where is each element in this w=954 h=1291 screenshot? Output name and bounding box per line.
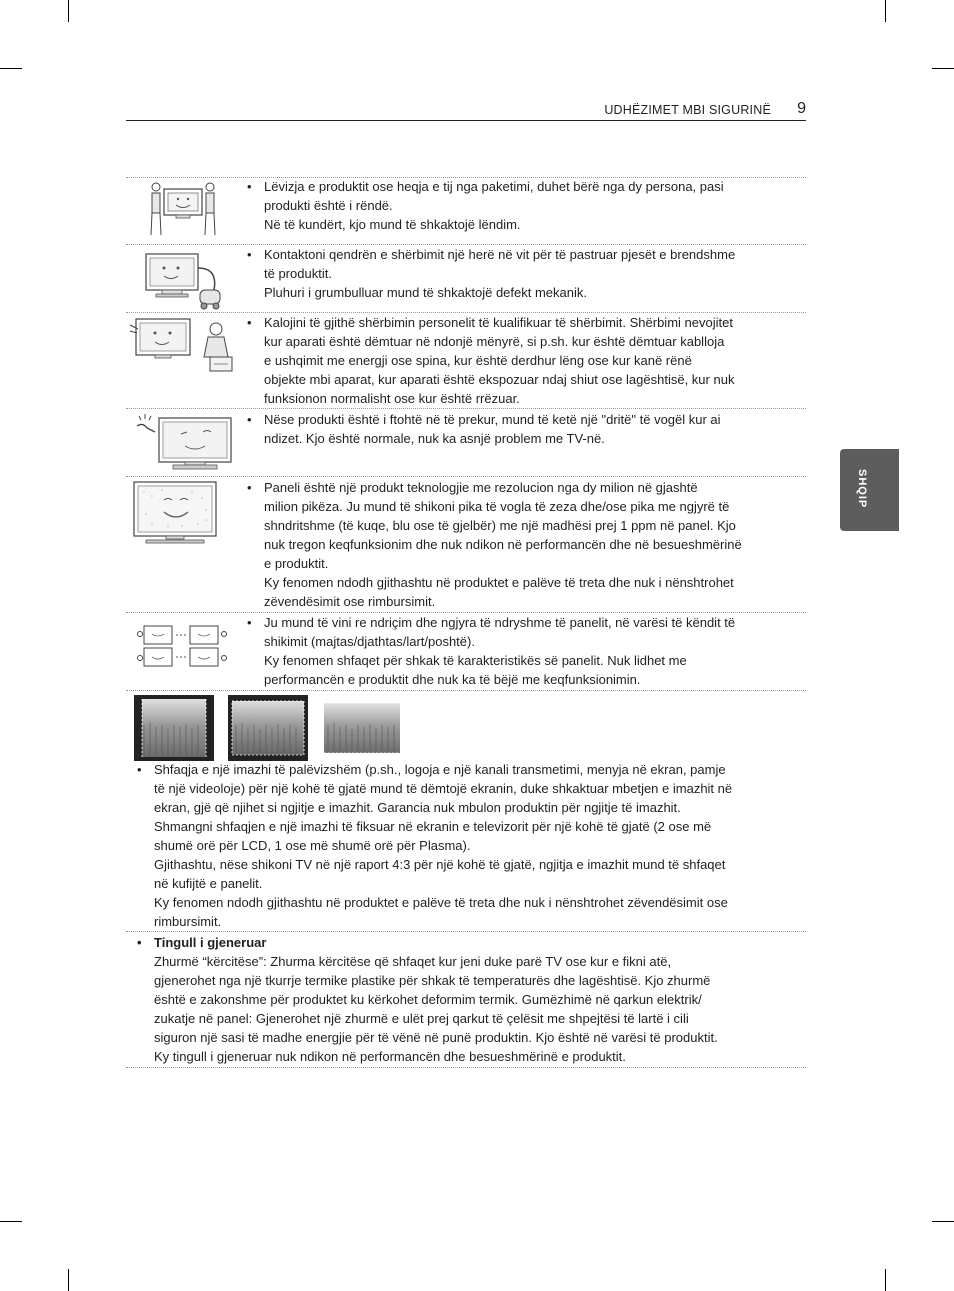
section-title: UDHËZIMET MBI SIGURINË	[604, 103, 771, 117]
row-divider	[126, 476, 806, 477]
text-line: Paneli është një produkt teknologjie me rezolucion nga dy milion në gjashtë	[264, 480, 698, 495]
text-line: Ky fenomen ndodh gjithashtu në produktet e palëve të treta dhe nuk i nënshtrohet	[264, 575, 734, 590]
tv-pixel-dots-icon	[132, 480, 218, 546]
text-line: Shmangni shfaqjen e një imazhi të fiksuar në ekranin e televizorit për një kohë të gjatë (2 ose më	[154, 819, 712, 834]
tv-viewing-angles-icon	[136, 620, 228, 672]
row-divider	[126, 690, 806, 691]
tv-service-technician-icon	[128, 315, 240, 377]
text-line: Pluhuri i grumbulluar mund të shkaktojë defekt mekanik.	[264, 285, 587, 300]
language-tab-label: SHQIP	[856, 469, 868, 509]
text-line: ekran, gjë që njihet si ngjitje e imazhit. Garancia nuk mbulon produktin për ngjitje të imazhit.	[154, 800, 681, 815]
generated-sound-note: • Tingull i gjeneruar Zhurmë “kërcitëse”: Zhurma kërcitëse që shfaqet kur jeni duke parë TV ose kur e fikni atë, gjenerohet nga një tkurrje termike plastike për shkak të temperaturës dhe lagështisë. Kjo zhurmë është e zakonshme për produktet ku kërkohet deformim termik. Gumëzhimë në qarkun elektrik/ zukatje në panel: Gjenerohet një zhurmë e ulët prej qarkut të çelësit me shpejtësi të lartë i cili siguron një sasi të madhe energjie për të vënë në punë produktin. Kjo është në varësi të produktit. Ky tingull i gjeneruar nuk ndikon në performancën dhe besueshmërinë e produktit.	[137, 933, 797, 1066]
text-line: të një videoloje) për një kohë të gjatë mund të dëmtojë ekranin, duke shkaktuar mbetjen e imazhit në	[154, 781, 733, 796]
safety-item-pixels: • Paneli është një produkt teknologjie me rezolucion nga dy milion në gjashtë milion pikëza. Ju mund të shikoni pika të vogla të zeza dhe/ose pika me ngjyrë të shndritshme (të kuqe, blu ose të gjelbër) me një madhësi prej 1 ppm në panel. Kjo nuk tregon keqfunksionim dhe nuk ndikon në performancën dhe në besueshmërinë e produktit. Ky fenomen ndodh gjithashtu në produktet e palëve të treta dhe nuk i nënshtrohet zëvendësimit ose rimbursimit.	[247, 478, 792, 611]
crop-mark	[932, 68, 954, 69]
text-line: shikimit (majtas/djathtas/lart/poshtë).	[264, 634, 475, 649]
crop-mark	[885, 1269, 886, 1291]
safety-item-cold-glow: • Nëse produkti është i ftohtë në të prekur, mund të ketë një "dritë" të vogël kur ai ndizet. Kjo është normale, nuk ka asnjë problem me TV-në.	[247, 410, 792, 448]
retention-photo-1	[134, 695, 214, 761]
crop-mark	[68, 1269, 69, 1291]
page-number: 9	[797, 100, 806, 117]
text-line: Ky fenomen ndodh gjithashtu në produktet e palëve të treta dhe nuk i nënshtrohet zëvendësimit ose	[154, 895, 728, 910]
text-line: gjenerohet nga një tkurrje termike plastike për shkak të temperaturës dhe lagështisë. Kjo zhurmë	[154, 973, 711, 988]
text-line: Kalojini të gjithë shërbimin personelit të kualifikuar të shërbimit. Shërbimi nevojitet	[264, 315, 733, 330]
text-line: Ky fenomen shfaqet për shkak të karakteristikës së panelit. Nuk lidhet me	[264, 653, 687, 668]
text-line: shumë orë për LCD, 1 ose më shumë orë për Plasma).	[154, 838, 471, 853]
row-divider	[126, 1067, 806, 1068]
image-retention-photos	[130, 695, 415, 761]
text-line: është e zakonshme për produktet ku kërkohet deformim termik. Gumëzhimë në qarkun elektrik/	[154, 992, 702, 1007]
text-line: shndritshme (të kuqe, blu ose të gjelbër) me një madhësi prej 1 ppm në panel. Kjo	[264, 518, 736, 533]
text-line: milion pikëza. Ju mund të shikoni pika të vogla të zeza dhe/ose pika me ngjyrë të	[264, 499, 730, 514]
crop-mark	[0, 1221, 22, 1222]
text-line: produkti është i rëndë.	[264, 198, 393, 213]
text-line: objekte mbi aparat, kur aparati është ekspozuar ndaj shiut ose lagështisë, kur nuk	[264, 372, 735, 387]
text-line: rimbursimit.	[154, 914, 222, 929]
text-line: Në të kundërt, kjo mund të shkaktojë lëndim.	[264, 217, 521, 232]
text-line: në kufijtë e panelit.	[154, 876, 263, 891]
text-line: funksionon normalisht ose kur është rrëzuar.	[264, 391, 520, 406]
crop-mark	[68, 0, 69, 22]
tv-cold-glow-icon	[133, 412, 233, 474]
row-divider	[126, 931, 806, 932]
text-line: Ky tingull i gjeneruar nuk ndikon në performancën dhe besueshmërinë e produktit.	[154, 1049, 626, 1064]
crop-mark	[932, 1221, 954, 1222]
safety-item-viewing-angle: • Ju mund të vini re ndriçim dhe ngjyra të ndryshme të panelit, në varësi të këndit të shikimit (majtas/djathtas/lart/poshtë). Ky fenomen shfaqet për shkak të karakteristikës së panelit. Nuk lidhet me performancën e produktit dhe nuk ka të bëjë me keqfunksionimin.	[247, 613, 792, 689]
text-line: e ushqimit me energji ose spina, kur është derdhur lëng ose kur kanë rënë	[264, 353, 692, 368]
safety-item-service: • Kalojini të gjithë shërbimin personelit të kualifikuar të shërbimit. Shërbimi nevojitet kur aparati është dëmtuar në ndonjë mënyrë, si p.sh. kur është dëmtuar kablloja e ushqimit me energji ose spina, kur është derdhur lëng ose kur kanë rënë objekte mbi aparat, kur aparati është ekspozuar ndaj shiut ose lagështisë, kur nuk funksionon normalisht ose kur është rrëzuar.	[247, 313, 792, 408]
text-line: kur aparati është dëmtuar në ndonjë mënyrë, si p.sh. kur është dëmtuar kablloja	[264, 334, 725, 349]
text-line: Lëvizja e produktit ose heqja e tij nga paketimi, duhet bërë nga dy persona, pasi	[264, 179, 724, 194]
two-people-carrying-tv-icon	[148, 181, 218, 239]
retention-photo-2	[228, 695, 308, 761]
section-heading: Tingull i gjeneruar	[154, 935, 267, 950]
text-line: Shfaqja e një imazhi të palëvizshëm (p.sh., logoja e një kanali transmetimi, menyja në ekran, pamje	[154, 762, 726, 777]
page-header	[126, 98, 806, 122]
crop-mark	[0, 68, 22, 69]
text-line: zëvendësimit ose rimbursimit.	[264, 594, 436, 609]
row-divider	[126, 408, 806, 409]
text-line: zukatje në panel: Gjenerohet një zhurmë e ulët prej qarkut të çelësit me shpejtësi të lartë i cili	[154, 1011, 689, 1026]
tv-vacuum-cleaner-icon	[138, 248, 228, 312]
retention-photo-3	[322, 695, 402, 761]
text-line: Nëse produkti është i ftohtë në të prekur, mund të ketë një "dritë" të vogël kur ai	[264, 412, 721, 427]
text-line: nuk tregon keqfunksionim dhe nuk ndikon në performancën dhe në besueshmërinë	[264, 537, 742, 552]
header-rule	[126, 120, 806, 121]
text-line: Gjithashtu, nëse shikoni TV në një raport 4:3 për një kohë të gjatë, ngjitja e imazhit mund të shfaqet	[154, 857, 726, 872]
text-line: Ju mund të vini re ndriçim dhe ngjyra të ndryshme të panelit, në varësi të këndit të	[264, 615, 736, 630]
text-line: Zhurmë “kërcitëse”: Zhurma kërcitëse që shfaqet kur jeni duke parë TV ose kur e fikni atë,	[154, 954, 672, 969]
language-tab	[840, 449, 899, 531]
text-line: Kontaktoni qendrën e shërbimit një herë në vit për të pastruar pjesët e brendshme	[264, 247, 736, 262]
text-line: siguron një sasi të madhe energjie për të vënë në punë produktin. Kjo është në varësi të produktit.	[154, 1030, 718, 1045]
text-line: e produktit.	[264, 556, 329, 571]
image-retention-note: • Shfaqja e një imazhi të palëvizshëm (p.sh., logoja e një kanali transmetimi, menyja në ekran, pamje të një videoloje) për një kohë të gjatë mund të dëmtojë ekranin, duke shkaktuar mbetjen e imazhit në ekran, gjë që njihet si ngjitje e imazhit. Garancia nuk mbulon produktin për ngjitje të imazhit. Shmangni shfaqjen e një imazhi të fiksuar në ekranin e televizorit për një kohë të gjatë (2 ose më shumë orë për LCD, 1 ose më shumë orë për Plasma). Gjithashtu, nëse shikoni TV në një raport 4:3 për një kohë të gjatë, ngjitja e imazhit mund të shfaqet në kufijtë e panelit. Ky fenomen ndodh gjithashtu në produktet e palëve të treta dhe nuk i nënshtrohet zëvendësimit ose rimbursimit.	[137, 760, 797, 931]
safety-item-cleaning: • Kontaktoni qendrën e shërbimit një herë në vit për të pastruar pjesët e brendshme të produktit. Pluhuri i grumbulluar mund të shkaktojë defekt mekanik.	[247, 245, 792, 302]
text-line: të produktit.	[264, 266, 332, 281]
crop-mark	[885, 0, 886, 22]
text-line: performancën e produktit dhe nuk ka të bëjë me keqfunksionimin.	[264, 672, 641, 687]
text-line: ndizet. Kjo është normale, nuk ka asnjë problem me TV-në.	[264, 431, 605, 446]
safety-item-moving: • Lëvizja e produktit ose heqja e tij nga paketimi, duhet bërë nga dy persona, pasi produkti është i rëndë. Në të kundërt, kjo mund të shkaktojë lëndim.	[247, 177, 792, 234]
